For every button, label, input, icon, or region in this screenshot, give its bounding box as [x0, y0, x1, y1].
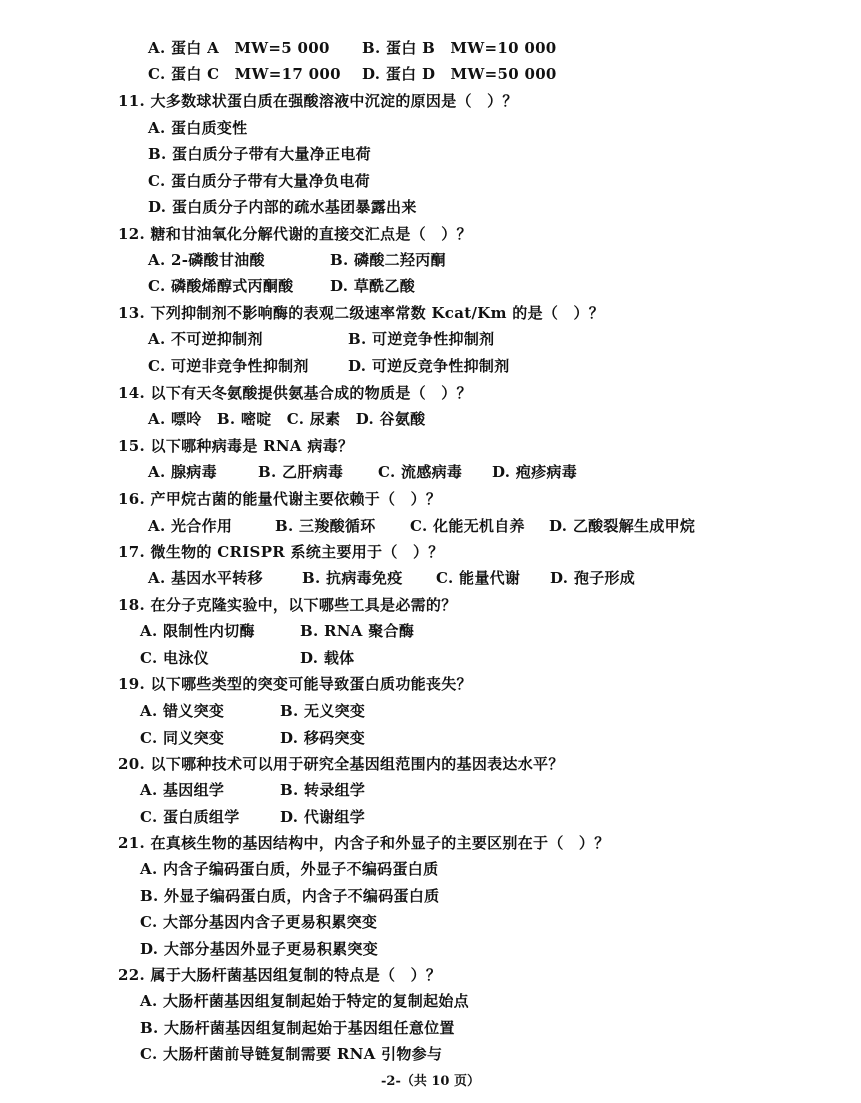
option-line: D. 蛋白 D MW=50 000 — [362, 65, 557, 83]
option-line: A. 大肠杆菌基因组复制起始于特定的复制起始点 — [140, 992, 469, 1010]
question-13: 13. 下列抑制剂不影响酶的表观二级速率常数 Kcat/Km 的是（ ）？ — [118, 304, 605, 322]
question-11: 11. 大多数球状蛋白质在强酸溶液中沉淀的原因是（ ）？ — [118, 92, 518, 110]
option-line: C. 大肠杆菌前导链复制需要 RNA 引物参与 — [140, 1045, 443, 1063]
option-line: A. 内含子编码蛋白质，外显子不编码蛋白质 — [140, 860, 439, 878]
option-line: B. 乙肝病毒 — [258, 463, 344, 481]
option-line: C. 蛋白质组学 — [140, 808, 240, 826]
option-line: C. 化能无机自养 — [410, 517, 525, 535]
option-line: A. 错义突变 — [140, 702, 225, 720]
question-15: 15. 以下哪种病毒是 RNA 病毒？ — [118, 437, 354, 455]
option-line: A. 不可逆抑制剂 — [148, 330, 263, 348]
option-line: A. 限制性内切酶 — [140, 622, 255, 640]
option-line: B. 抗病毒免疫 — [302, 569, 403, 587]
option-line: C. 流感病毒 — [378, 463, 463, 481]
option-line: B. 磷酸二羟丙酮 — [330, 251, 446, 269]
question-18: 18. 在分子克隆实验中，以下哪些工具是必需的？ — [118, 596, 457, 614]
question-14: 14. 以下有天冬氨酸提供氨基合成的物质是（ ）？ — [118, 384, 472, 402]
option-line: D. 载体 — [300, 649, 355, 667]
question-12: 12. 糖和甘油氧化分解代谢的直接交汇点是（ ）？ — [118, 225, 472, 243]
option-line: D. 代谢组学 — [280, 808, 366, 826]
option-line: C. 大部分基因内含子更易积累突变 — [140, 913, 378, 931]
question-21: 21. 在真核生物的基因结构中，内含子和外显子的主要区别在于（ ）？ — [118, 834, 610, 852]
option-line: B. 蛋白质分子带有大量净正电荷 — [148, 145, 371, 163]
option-line: A. 基因组学 — [140, 781, 225, 799]
question-16: 16. 产甲烷古菌的能量代谢主要依赖于（ ）？ — [118, 490, 442, 508]
option-line: D. 可逆反竞争性抑制剂 — [348, 357, 510, 375]
option-line: A. 基因水平转移 — [148, 569, 263, 587]
option-line: A. 光合作用 — [148, 517, 233, 535]
option-line: B. RNA 聚合酶 — [300, 622, 415, 640]
option-line: C. 蛋白质分子带有大量净负电荷 — [148, 172, 370, 190]
option-line: D. 乙酸裂解生成甲烷 — [549, 517, 696, 535]
question-22: 22. 属于大肠杆菌基因组复制的特点是（ ）？ — [118, 966, 442, 984]
option-line: B. 无义突变 — [280, 702, 366, 720]
option-line: A. 腺病毒 — [148, 463, 217, 481]
option-line: D. 孢子形成 — [550, 569, 636, 587]
option-line: C. 磷酸烯醇式丙酮酸 — [148, 277, 294, 295]
option-line: D. 疱疹病毒 — [492, 463, 578, 481]
option-line: D. 蛋白质分子内部的疏水基团暴露出来 — [148, 198, 417, 216]
option-line: A. 蛋白 A MW=5 000 — [148, 39, 330, 57]
option-line: A. 嘌呤 B. 嘧啶 C. 尿素 D. 谷氨酸 — [148, 410, 426, 428]
option-line: C. 可逆非竞争性抑制剂 — [148, 357, 309, 375]
option-line: A. 蛋白质变性 — [148, 119, 248, 137]
option-line: C. 电泳仪 — [140, 649, 209, 667]
question-17: 17. 微生物的 CRISPR 系统主要用于（ ）？ — [118, 543, 444, 561]
option-line: D. 移码突变 — [280, 729, 366, 747]
option-line: B. 外显子编码蛋白质，内含子不编码蛋白质 — [140, 887, 440, 905]
question-19: 19. 以下哪些类型的突变可能导致蛋白质功能丧失？ — [118, 675, 472, 693]
option-line: B. 转录组学 — [280, 781, 366, 799]
question-20: 20. 以下哪种技术可以用于研究全基因组范围内的基因表达水平？ — [118, 755, 564, 773]
option-line: C. 蛋白 C MW=17 000 — [148, 65, 341, 83]
option-line: B. 大肠杆菌基因组复制起始于基因组任意位置 — [140, 1019, 455, 1037]
option-line: B. 可逆竞争性抑制剂 — [348, 330, 495, 348]
option-line: D. 草酰乙酸 — [330, 277, 416, 295]
option-line: C. 同义突变 — [140, 729, 225, 747]
option-line: D. 大部分基因外显子更易积累突变 — [140, 940, 379, 958]
page-number: -2-（共 10 页） — [381, 1074, 480, 1089]
option-line: B. 三羧酸循环 — [275, 517, 376, 535]
option-line: B. 蛋白 B MW=10 000 — [362, 39, 557, 57]
option-line: A. 2-磷酸甘油酸 — [148, 251, 265, 269]
option-line: C. 能量代谢 — [436, 569, 521, 587]
